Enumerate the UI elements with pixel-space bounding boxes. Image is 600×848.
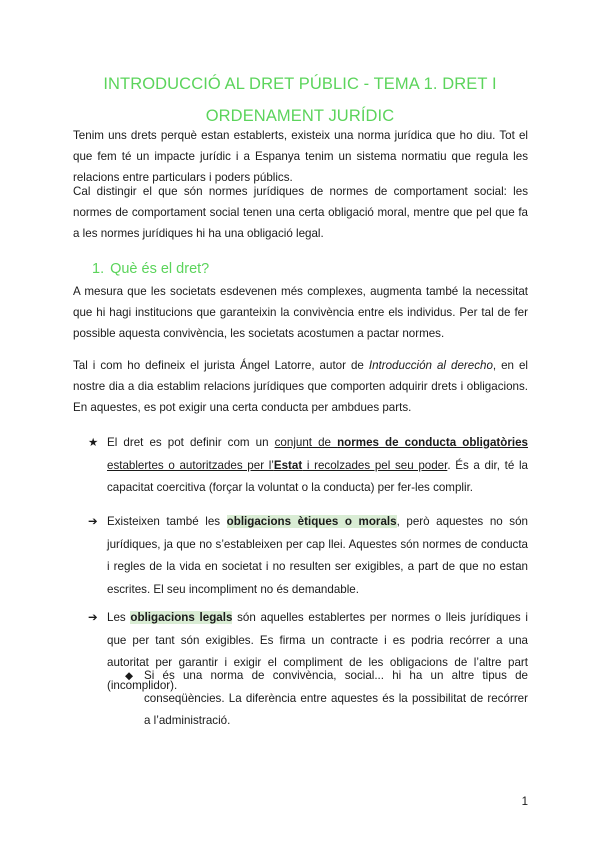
text-span: Les xyxy=(107,611,131,624)
arrow-bullet-icon: ➔ xyxy=(88,612,98,624)
bullet-text xyxy=(107,432,528,500)
bold-term: Estat xyxy=(273,458,303,472)
section-paragraph-1: A mesura que les societats esdevenen més complexes, augmenta també la necessitat que hi hagi institucions que garanteixin la convivència entre els individus. Per tal de fer possible aquesta convivència, les societats acostumen a pactar normes. xyxy=(73,285,528,340)
section-number: 1. xyxy=(92,261,105,277)
section-paragraph-2 xyxy=(73,355,528,418)
paragraph-text: Tal i com ho defineix el jurista Ángel Latorre, autor de xyxy=(73,359,369,372)
book-title: Introducción al derecho xyxy=(368,359,493,372)
text-span: són aquelles establertes per normes o lleis jurídiques i que per tant són exigibles. Es firma un contracte i es podria recórrer a una autoritat per garantir i exigir el compliment de les obligacions de l’altre part (incomplidor). xyxy=(107,611,529,692)
intro-paragraph-1: Tenim uns drets perquè estan establerts, existeix una norma jurídica que ho diu. Tot el que fem té un impacte jurídic i a Espanya tenim un sistema normatiu que regula les relacions entre particulars i poders públics. xyxy=(73,129,528,184)
arrow-bullet-icon: ➔ xyxy=(88,516,98,528)
text-span: establertes o autoritzades per l’ xyxy=(107,458,274,472)
text-span: . És a dir, té la capacitat coercitiva (forçar la voluntat o la conducta) per fer-les complir. xyxy=(107,458,528,494)
section-heading xyxy=(92,256,209,282)
title-line-1: INTRODUCCIÓ AL DRET PÚBLIC - TEMA 1. DRET I xyxy=(103,75,497,93)
highlighted-term: obligacions ètiques o morals xyxy=(226,515,397,528)
bold-term: normes de conducta obligatòries xyxy=(337,436,528,449)
paragraph-text: , en el nostre dia a dia establim relacions jurídiques que comporten adquirir drets i obligacions. En aquestes, es pot exigir una certa conducta per ambdues parts. xyxy=(73,359,528,414)
sub-bullet-text: Si és una norma de convivència, social... hi ha un altre tipus de conseqüències. La diferència entre aquestes és la possibilitat de recórrer a l’administració. xyxy=(144,669,528,727)
star-bullet-icon: ★ xyxy=(88,437,99,449)
diamond-bullet-icon: ◆ xyxy=(125,670,134,682)
section-title: Què és el dret? xyxy=(110,261,210,277)
text-span: i recolzades pel seu poder xyxy=(302,458,448,472)
text-span: El dret es pot definir com un xyxy=(107,436,275,449)
title-line-2: ORDENAMENT JURÍDIC xyxy=(205,107,395,125)
document-title xyxy=(60,68,540,132)
text-span: , però aquestes no són jurídiques, ja que no s’estableixen per cap llei. Aquestes són normes de conducta i regles de la vida en societat i no resulten ser exigibles, a part de que no estan escrites. El seu incompliment no és demandable. xyxy=(107,515,529,596)
text-span: Existeixen també les xyxy=(107,515,227,528)
highlighted-term: obligacions legals xyxy=(130,611,233,624)
intro-paragraph-2: Cal distingir el que són normes jurídiques de normes de comportament social: les normes de comportament social tenen una certa obligació moral, mentre que pel que fa a les normes jurídiques hi ha una obligació legal. xyxy=(73,185,528,240)
text-span: conjunt de xyxy=(274,436,338,449)
bullet-text xyxy=(107,511,528,601)
page-number: 1 xyxy=(521,796,528,808)
